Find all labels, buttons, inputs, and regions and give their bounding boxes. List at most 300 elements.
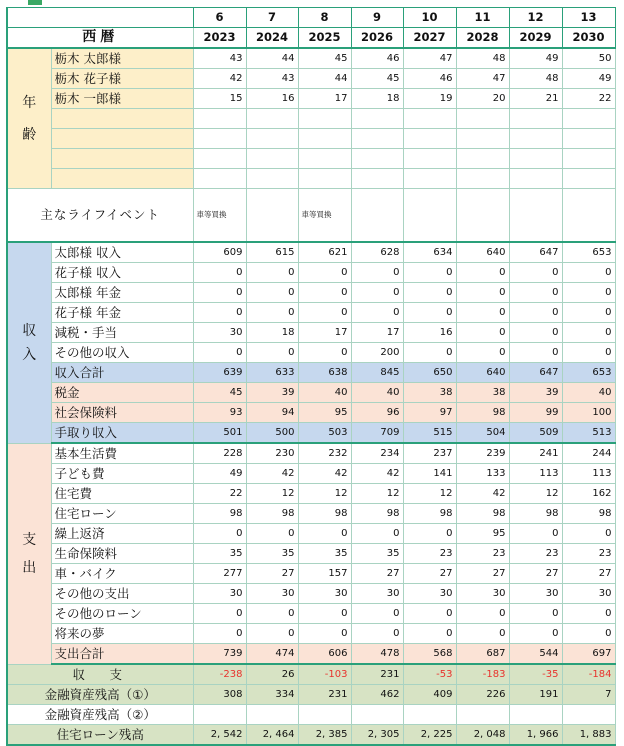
value-cell[interactable]: 98 — [509, 504, 562, 524]
blank-cell[interactable] — [193, 169, 246, 189]
life-event-cell[interactable]: 車等買換 — [193, 189, 246, 243]
value-cell[interactable]: 98 — [562, 504, 615, 524]
value-cell[interactable]: 30 — [193, 584, 246, 604]
blank-cell[interactable] — [509, 149, 562, 169]
value-cell[interactable]: 35 — [298, 544, 351, 564]
value-cell[interactable]: 231 — [351, 664, 403, 685]
year-header[interactable]: 2024 — [246, 28, 298, 49]
value-cell[interactable]: 43 — [193, 48, 246, 69]
value-cell[interactable]: 503 — [298, 423, 351, 444]
value-cell[interactable]: 0 — [193, 343, 246, 363]
value-cell[interactable]: 15 — [193, 89, 246, 109]
value-cell[interactable]: 30 — [193, 323, 246, 343]
value-cell[interactable]: 1, 966 — [509, 725, 562, 746]
period-header[interactable]: 11 — [456, 8, 509, 28]
value-cell[interactable]: 0 — [403, 604, 456, 624]
income-label[interactable]: 手取り収入 — [51, 423, 193, 444]
value-cell[interactable]: 30 — [246, 584, 298, 604]
value-cell[interactable]: 226 — [456, 685, 509, 705]
value-cell[interactable]: 0 — [509, 283, 562, 303]
value-cell[interactable]: 640 — [456, 242, 509, 263]
period-header[interactable]: 9 — [351, 8, 403, 28]
value-cell[interactable]: 20 — [456, 89, 509, 109]
income-label[interactable]: 減税・手当 — [51, 323, 193, 343]
value-cell[interactable]: 0 — [193, 524, 246, 544]
value-cell[interactable]: 42 — [193, 69, 246, 89]
value-cell[interactable]: 12 — [246, 484, 298, 504]
life-event-cell[interactable]: 車等買換 — [298, 189, 351, 243]
value-cell[interactable]: 0 — [509, 343, 562, 363]
value-cell[interactable]: 157 — [298, 564, 351, 584]
value-cell[interactable]: 0 — [298, 624, 351, 644]
value-cell[interactable]: 40 — [298, 383, 351, 403]
value-cell[interactable]: 2, 225 — [403, 725, 456, 746]
value-cell[interactable]: -238 — [193, 664, 246, 685]
assets1-row-label[interactable]: 金融資産残高（①） — [7, 685, 193, 705]
value-cell[interactable]: 606 — [298, 644, 351, 665]
value-cell[interactable]: 640 — [456, 363, 509, 383]
value-cell[interactable]: 22 — [562, 89, 615, 109]
life-event-cell[interactable] — [246, 189, 298, 243]
value-cell[interactable]: 35 — [351, 544, 403, 564]
value-cell[interactable]: 0 — [193, 624, 246, 644]
value-cell[interactable]: 615 — [246, 242, 298, 263]
expense-label[interactable]: 将来の夢 — [51, 624, 193, 644]
value-cell[interactable] — [456, 705, 509, 725]
value-cell[interactable]: 0 — [509, 323, 562, 343]
value-cell[interactable]: 30 — [456, 584, 509, 604]
value-cell[interactable]: 2, 305 — [351, 725, 403, 746]
blank-cell[interactable] — [246, 169, 298, 189]
blank-cell[interactable] — [562, 169, 615, 189]
value-cell[interactable]: 49 — [562, 69, 615, 89]
value-cell[interactable]: 44 — [246, 48, 298, 69]
year-header[interactable]: 2030 — [562, 28, 615, 49]
value-cell[interactable]: 634 — [403, 242, 456, 263]
value-cell[interactable]: 0 — [562, 524, 615, 544]
assets2-row-label[interactable]: 金融資産残高（②） — [7, 705, 193, 725]
year-header[interactable]: 2026 — [351, 28, 403, 49]
blank-cell[interactable] — [403, 149, 456, 169]
blank-cell[interactable] — [403, 129, 456, 149]
value-cell[interactable]: -183 — [456, 664, 509, 685]
value-cell[interactable]: 49 — [193, 464, 246, 484]
value-cell[interactable]: 0 — [246, 524, 298, 544]
age-category[interactable]: 年 齢 — [7, 48, 51, 189]
value-cell[interactable]: 0 — [456, 343, 509, 363]
value-cell[interactable]: 687 — [456, 644, 509, 665]
value-cell[interactable]: 0 — [403, 624, 456, 644]
value-cell[interactable]: 0 — [509, 263, 562, 283]
value-cell[interactable]: 27 — [351, 564, 403, 584]
value-cell[interactable]: 478 — [351, 644, 403, 665]
year-header[interactable]: 2027 — [403, 28, 456, 49]
value-cell[interactable]: 228 — [193, 443, 246, 464]
blank-cell[interactable] — [193, 109, 246, 129]
blank-label[interactable] — [51, 109, 193, 129]
value-cell[interactable]: 49 — [509, 48, 562, 69]
value-cell[interactable]: -184 — [562, 664, 615, 685]
expense-category[interactable]: 支 出 — [7, 443, 51, 664]
value-cell[interactable]: 0 — [562, 323, 615, 343]
value-cell[interactable]: 141 — [403, 464, 456, 484]
value-cell[interactable]: 0 — [509, 604, 562, 624]
value-cell[interactable]: 509 — [509, 423, 562, 444]
value-cell[interactable]: 27 — [456, 564, 509, 584]
value-cell[interactable]: 98 — [298, 504, 351, 524]
value-cell[interactable]: 30 — [351, 584, 403, 604]
value-cell[interactable]: 98 — [246, 504, 298, 524]
value-cell[interactable]: 16 — [403, 323, 456, 343]
value-cell[interactable]: 0 — [193, 283, 246, 303]
value-cell[interactable]: 628 — [351, 242, 403, 263]
value-cell[interactable]: 0 — [246, 624, 298, 644]
value-cell[interactable]: 42 — [298, 464, 351, 484]
blank-cell[interactable] — [351, 109, 403, 129]
value-cell[interactable]: 0 — [456, 604, 509, 624]
period-header[interactable]: 13 — [562, 8, 615, 28]
value-cell[interactable]: 93 — [193, 403, 246, 423]
value-cell[interactable]: 30 — [509, 584, 562, 604]
value-cell[interactable]: 98 — [456, 504, 509, 524]
value-cell[interactable]: 709 — [351, 423, 403, 444]
blank-cell[interactable] — [562, 149, 615, 169]
income-label[interactable]: 社会保険料 — [51, 403, 193, 423]
value-cell[interactable]: 334 — [246, 685, 298, 705]
value-cell[interactable]: 277 — [193, 564, 246, 584]
value-cell[interactable]: 653 — [562, 242, 615, 263]
year-header[interactable]: 2028 — [456, 28, 509, 49]
value-cell[interactable]: 0 — [246, 283, 298, 303]
value-cell[interactable]: 98 — [403, 504, 456, 524]
value-cell[interactable]: 241 — [509, 443, 562, 464]
value-cell[interactable]: 113 — [562, 464, 615, 484]
value-cell[interactable]: 0 — [193, 263, 246, 283]
value-cell[interactable]: 0 — [246, 343, 298, 363]
expense-label[interactable]: 生命保険料 — [51, 544, 193, 564]
value-cell[interactable]: 0 — [298, 303, 351, 323]
value-cell[interactable]: 12 — [298, 484, 351, 504]
value-cell[interactable]: 35 — [193, 544, 246, 564]
value-cell[interactable]: 0 — [193, 303, 246, 323]
blank-cell[interactable] — [298, 169, 351, 189]
value-cell[interactable]: 0 — [562, 303, 615, 323]
income-label[interactable]: 太郎様 収入 — [51, 242, 193, 263]
value-cell[interactable]: 647 — [509, 363, 562, 383]
value-cell[interactable]: 12 — [403, 484, 456, 504]
value-cell[interactable]: 47 — [456, 69, 509, 89]
value-cell[interactable]: 16 — [246, 89, 298, 109]
value-cell[interactable]: 633 — [246, 363, 298, 383]
period-header[interactable]: 8 — [298, 8, 351, 28]
value-cell[interactable]: 98 — [456, 403, 509, 423]
person-name[interactable]: 栃木 太郎様 — [51, 48, 193, 69]
value-cell[interactable]: 19 — [403, 89, 456, 109]
value-cell[interactable]: 504 — [456, 423, 509, 444]
value-cell[interactable]: 0 — [351, 604, 403, 624]
value-cell[interactable]: 42 — [351, 464, 403, 484]
income-label[interactable]: 花子様 年金 — [51, 303, 193, 323]
value-cell[interactable]: 231 — [298, 685, 351, 705]
value-cell[interactable]: 244 — [562, 443, 615, 464]
value-cell[interactable]: 40 — [351, 383, 403, 403]
value-cell[interactable]: 27 — [562, 564, 615, 584]
value-cell[interactable]: 0 — [456, 263, 509, 283]
value-cell[interactable]: 23 — [456, 544, 509, 564]
value-cell[interactable]: 739 — [193, 644, 246, 665]
income-category[interactable]: 収 入 — [7, 242, 51, 443]
value-cell[interactable] — [509, 705, 562, 725]
value-cell[interactable]: 12 — [509, 484, 562, 504]
blank-cell[interactable] — [246, 129, 298, 149]
value-cell[interactable]: 42 — [456, 484, 509, 504]
blank-cell[interactable] — [403, 109, 456, 129]
value-cell[interactable]: 2, 464 — [246, 725, 298, 746]
value-cell[interactable]: 30 — [562, 584, 615, 604]
value-cell[interactable]: 0 — [246, 303, 298, 323]
value-cell[interactable]: 44 — [298, 69, 351, 89]
value-cell[interactable]: 97 — [403, 403, 456, 423]
value-cell[interactable]: 0 — [403, 263, 456, 283]
period-header[interactable]: 7 — [246, 8, 298, 28]
value-cell[interactable]: 46 — [403, 69, 456, 89]
value-cell[interactable]: 513 — [562, 423, 615, 444]
value-cell[interactable]: 647 — [509, 242, 562, 263]
value-cell[interactable] — [351, 705, 403, 725]
value-cell[interactable]: 43 — [246, 69, 298, 89]
value-cell[interactable]: 0 — [351, 624, 403, 644]
expense-label[interactable]: 子ども費 — [51, 464, 193, 484]
value-cell[interactable]: 23 — [403, 544, 456, 564]
value-cell[interactable]: 0 — [403, 343, 456, 363]
value-cell[interactable]: 0 — [509, 303, 562, 323]
value-cell[interactable]: 0 — [298, 343, 351, 363]
life-event-cell[interactable] — [403, 189, 456, 243]
value-cell[interactable]: 308 — [193, 685, 246, 705]
person-name[interactable]: 栃木 花子様 — [51, 69, 193, 89]
year-header[interactable]: 2029 — [509, 28, 562, 49]
value-cell[interactable] — [193, 705, 246, 725]
income-label[interactable]: 収入合計 — [51, 363, 193, 383]
balance-row-label[interactable]: 収 支 — [7, 664, 193, 685]
value-cell[interactable]: 0 — [351, 303, 403, 323]
period-header[interactable]: 12 — [509, 8, 562, 28]
value-cell[interactable]: 30 — [298, 584, 351, 604]
year-header[interactable]: 2025 — [298, 28, 351, 49]
value-cell[interactable]: 462 — [351, 685, 403, 705]
value-cell[interactable]: 0 — [298, 604, 351, 624]
blank-cell[interactable] — [509, 129, 562, 149]
value-cell[interactable]: 0 — [351, 283, 403, 303]
blank-cell[interactable] — [351, 169, 403, 189]
value-cell[interactable]: 40 — [562, 383, 615, 403]
blank-cell[interactable] — [246, 149, 298, 169]
value-cell[interactable]: 515 — [403, 423, 456, 444]
blank-cell[interactable] — [298, 129, 351, 149]
value-cell[interactable]: 35 — [246, 544, 298, 564]
value-cell[interactable]: 0 — [509, 524, 562, 544]
life-event-cell[interactable] — [456, 189, 509, 243]
blank-cell[interactable] — [351, 129, 403, 149]
value-cell[interactable]: 39 — [246, 383, 298, 403]
loan-balance-row-label[interactable]: 住宅ローン残高 — [7, 725, 193, 746]
value-cell[interactable]: 38 — [403, 383, 456, 403]
blank-cell[interactable] — [562, 109, 615, 129]
value-cell[interactable]: 609 — [193, 242, 246, 263]
value-cell[interactable]: 94 — [246, 403, 298, 423]
value-cell[interactable]: 98 — [351, 504, 403, 524]
value-cell[interactable]: 501 — [193, 423, 246, 444]
value-cell[interactable]: 232 — [298, 443, 351, 464]
value-cell[interactable]: 200 — [351, 343, 403, 363]
value-cell[interactable]: 45 — [351, 69, 403, 89]
life-event-cell[interactable] — [509, 189, 562, 243]
income-label[interactable]: その他の収入 — [51, 343, 193, 363]
value-cell[interactable]: 42 — [246, 464, 298, 484]
life-event-cell[interactable] — [562, 189, 615, 243]
blank-cell[interactable] — [456, 129, 509, 149]
expense-label[interactable]: 住宅ローン — [51, 504, 193, 524]
value-cell[interactable]: 26 — [246, 664, 298, 685]
value-cell[interactable]: 0 — [298, 524, 351, 544]
value-cell[interactable]: 0 — [562, 283, 615, 303]
period-header[interactable]: 10 — [403, 8, 456, 28]
value-cell[interactable]: 39 — [509, 383, 562, 403]
value-cell[interactable]: 2, 542 — [193, 725, 246, 746]
value-cell[interactable]: 23 — [509, 544, 562, 564]
value-cell[interactable]: 1, 883 — [562, 725, 615, 746]
value-cell[interactable]: 47 — [403, 48, 456, 69]
value-cell[interactable]: 237 — [403, 443, 456, 464]
value-cell[interactable]: 99 — [509, 403, 562, 423]
blank-cell[interactable] — [246, 109, 298, 129]
value-cell[interactable]: 133 — [456, 464, 509, 484]
value-cell[interactable]: 27 — [246, 564, 298, 584]
value-cell[interactable]: 0 — [351, 524, 403, 544]
income-label[interactable]: 太郎様 年金 — [51, 283, 193, 303]
income-label[interactable]: 税金 — [51, 383, 193, 403]
value-cell[interactable]: 96 — [351, 403, 403, 423]
value-cell[interactable]: 27 — [509, 564, 562, 584]
value-cell[interactable]: 0 — [509, 624, 562, 644]
value-cell[interactable]: 46 — [351, 48, 403, 69]
value-cell[interactable]: 23 — [562, 544, 615, 564]
value-cell[interactable] — [403, 705, 456, 725]
value-cell[interactable]: 0 — [562, 624, 615, 644]
value-cell[interactable]: 230 — [246, 443, 298, 464]
blank-cell[interactable] — [456, 169, 509, 189]
value-cell[interactable]: 50 — [562, 48, 615, 69]
value-cell[interactable]: 621 — [298, 242, 351, 263]
value-cell[interactable]: 0 — [456, 624, 509, 644]
value-cell[interactable]: 0 — [456, 303, 509, 323]
value-cell[interactable]: 0 — [456, 323, 509, 343]
year-header[interactable]: 2023 — [193, 28, 246, 49]
value-cell[interactable]: 98 — [193, 504, 246, 524]
value-cell[interactable]: 0 — [403, 524, 456, 544]
seireki-header[interactable]: 西暦 — [7, 28, 193, 49]
value-cell[interactable] — [246, 705, 298, 725]
value-cell[interactable]: 17 — [351, 323, 403, 343]
blank-cell[interactable] — [562, 129, 615, 149]
blank-cell[interactable] — [509, 169, 562, 189]
value-cell[interactable]: 0 — [562, 263, 615, 283]
value-cell[interactable]: 544 — [509, 644, 562, 665]
value-cell[interactable]: 2, 385 — [298, 725, 351, 746]
value-cell[interactable]: 7 — [562, 685, 615, 705]
value-cell[interactable]: 22 — [193, 484, 246, 504]
value-cell[interactable]: 474 — [246, 644, 298, 665]
blank-cell[interactable] — [456, 109, 509, 129]
blank-cell[interactable] — [193, 149, 246, 169]
value-cell[interactable]: -35 — [509, 664, 562, 685]
value-cell[interactable]: 0 — [403, 283, 456, 303]
value-cell[interactable]: 0 — [562, 604, 615, 624]
expense-label[interactable]: 支出合計 — [51, 644, 193, 665]
value-cell[interactable]: 638 — [298, 363, 351, 383]
value-cell[interactable]: 697 — [562, 644, 615, 665]
value-cell[interactable]: 234 — [351, 443, 403, 464]
value-cell[interactable]: 48 — [456, 48, 509, 69]
value-cell[interactable]: 95 — [298, 403, 351, 423]
value-cell[interactable]: 0 — [298, 283, 351, 303]
value-cell[interactable]: 12 — [351, 484, 403, 504]
value-cell[interactable]: 95 — [456, 524, 509, 544]
value-cell[interactable]: 409 — [403, 685, 456, 705]
value-cell[interactable]: 17 — [298, 89, 351, 109]
value-cell[interactable]: -53 — [403, 664, 456, 685]
value-cell[interactable]: 0 — [298, 263, 351, 283]
blank-label[interactable] — [51, 129, 193, 149]
value-cell[interactable]: 30 — [403, 584, 456, 604]
value-cell[interactable]: 653 — [562, 363, 615, 383]
blank-cell[interactable] — [298, 149, 351, 169]
value-cell[interactable]: -103 — [298, 664, 351, 685]
value-cell[interactable]: 845 — [351, 363, 403, 383]
blank-cell[interactable] — [298, 109, 351, 129]
value-cell[interactable]: 21 — [509, 89, 562, 109]
value-cell[interactable]: 27 — [403, 564, 456, 584]
life-event-label[interactable]: 主なライフイベント — [7, 189, 193, 243]
value-cell[interactable]: 639 — [193, 363, 246, 383]
corner-cell[interactable] — [7, 8, 193, 28]
expense-label[interactable]: 車・バイク — [51, 564, 193, 584]
value-cell[interactable]: 162 — [562, 484, 615, 504]
blank-cell[interactable] — [456, 149, 509, 169]
value-cell[interactable]: 650 — [403, 363, 456, 383]
value-cell[interactable]: 18 — [351, 89, 403, 109]
value-cell[interactable] — [562, 705, 615, 725]
value-cell[interactable]: 191 — [509, 685, 562, 705]
value-cell[interactable] — [298, 705, 351, 725]
blank-cell[interactable] — [403, 169, 456, 189]
expense-label[interactable]: 繰上返済 — [51, 524, 193, 544]
expense-label[interactable]: その他のローン — [51, 604, 193, 624]
value-cell[interactable]: 0 — [246, 604, 298, 624]
blank-label[interactable] — [51, 169, 193, 189]
value-cell[interactable]: 100 — [562, 403, 615, 423]
period-header[interactable]: 6 — [193, 8, 246, 28]
value-cell[interactable]: 48 — [509, 69, 562, 89]
expense-label[interactable]: その他の支出 — [51, 584, 193, 604]
expense-label[interactable]: 住宅費 — [51, 484, 193, 504]
value-cell[interactable]: 500 — [246, 423, 298, 444]
value-cell[interactable]: 0 — [562, 343, 615, 363]
value-cell[interactable]: 113 — [509, 464, 562, 484]
expense-label[interactable]: 基本生活費 — [51, 443, 193, 464]
value-cell[interactable]: 17 — [298, 323, 351, 343]
value-cell[interactable]: 0 — [403, 303, 456, 323]
